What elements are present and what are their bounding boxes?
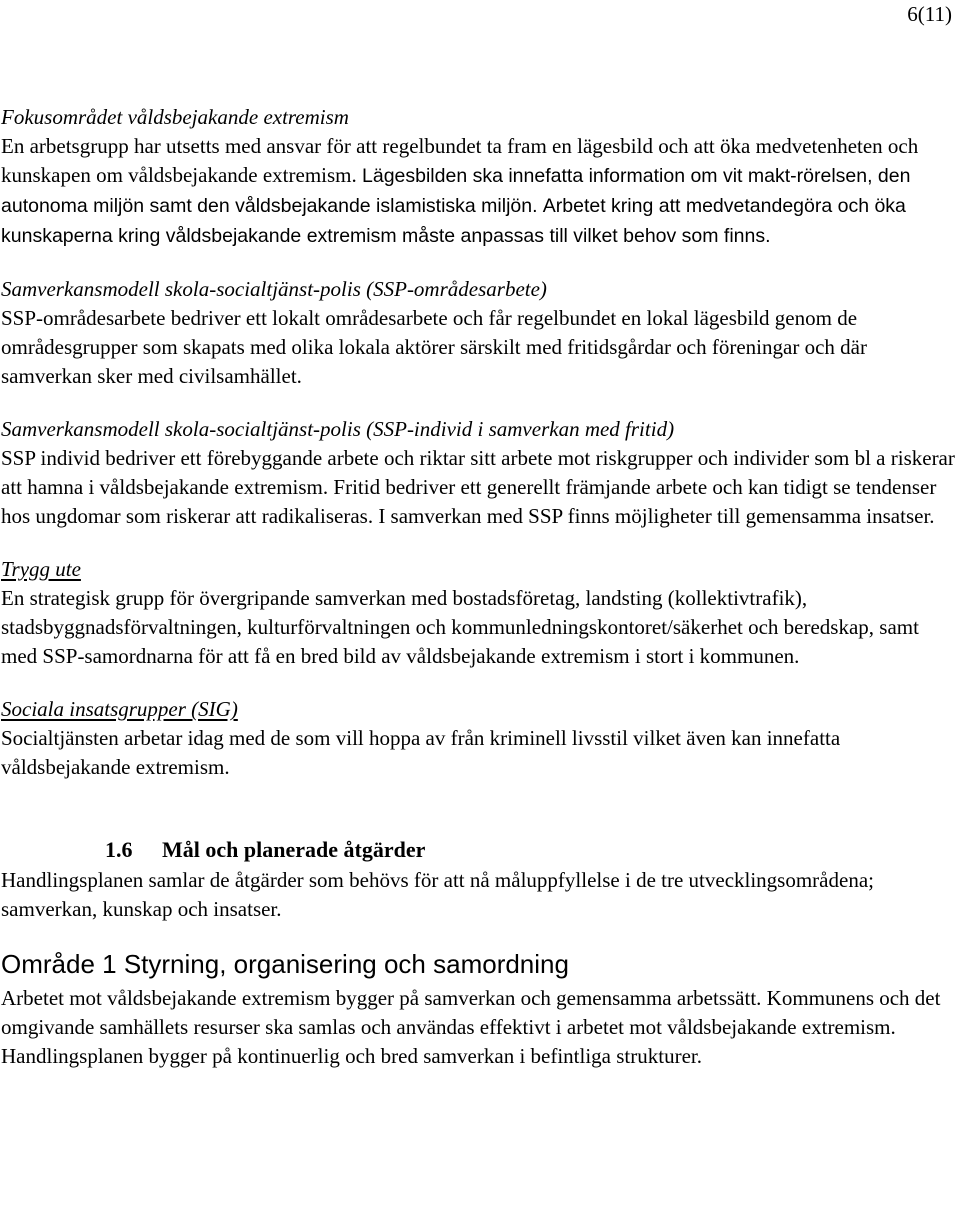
section-body: Arbetet mot våldsbejakande extremism bygger på samverkan och gemensamma arbetssätt. Kommunens och det omgivande samhällets resurser ska samlas och användas effektivt i arbetet mot våldsbejakande extremism. Handlingsplanen bygger på kontinuerlig och bred samverkan i befintliga strukturer. — [1, 986, 941, 1068]
area-heading: Område 1 Styrning, organisering och samordning — [1, 949, 569, 979]
section-sig — [1, 695, 957, 782]
section-fokusomradet — [1, 103, 957, 251]
document-body — [1, 103, 957, 1071]
section-body: Handlingsplanen samlar de åtgärder som behövs för att nå måluppfyllelse i de tre utvecklingsområdena; samverkan, kunskap och insatser. — [1, 868, 874, 921]
section-heading: Samverkansmodell skola-socialtjänst-polis (SSP-individ i samverkan med fritid) — [1, 417, 675, 441]
section-heading: Trygg ute — [1, 557, 81, 581]
section-ssp-individ — [1, 415, 957, 531]
page-number: 6(11) — [907, 2, 952, 26]
section-body — [1, 132, 957, 251]
section-ssp-omradesarbete — [1, 275, 957, 391]
section-body: En strategisk grupp för övergripande samverkan med bostadsföretag, landsting (kollektivtrafik), stadsbyggnadsförvaltningen, kulturförvaltningen och kommunledningskontoret/säkerhet och beredskap, samt med SSP-samordnarna för att få en bred bild av våldsbejakande extremism i stort i kommunen. — [1, 586, 919, 668]
numbered-heading — [1, 834, 957, 866]
section-body: SSP individ bedriver ett förebyggande arbete och riktar sitt arbete mot riskgrupper och individer som bl a riskerar att hamna i våldsbejakande extremism. Fritid bedriver ett generellt främjande arbete och kan tidigt se tendenser hos ungdomar som riskerar att radikaliseras. I samverkan med SSP finns möjligheter till gemensamma insatser. — [1, 446, 955, 528]
section-body: SSP-områdesarbete bedriver ett lokalt områdesarbete och får regelbundet en lokal lägesbild genom de områdesgrupper som skapats med olika lokala aktörer särskilt med fritidsgårdar och föreningar och där samverkan sker med civilsamhället. — [1, 306, 867, 388]
section-heading: Fokusområdet våldsbejakande extremism — [1, 105, 349, 129]
heading-number: 1.6 — [105, 837, 133, 862]
section-heading: Sociala insatsgrupper (SIG) — [1, 697, 238, 721]
section-body-sans: Lägesbilden ska innefatta information om vit makt-rörelsen, den autonoma miljön samt den våldsbejakande islamistiska miljön. — [1, 165, 911, 217]
section-body: Socialtjänsten arbetar idag med de som vill hoppa av från kriminell livsstil vilket även kan innefatta våldsbejakande extremism. — [1, 726, 841, 779]
section-body-sans: Arbetet kring att medvetandegöra och öka kunskaperna kring våldsbejakande extremism måste anpassas till vilket behov som finns. — [1, 195, 906, 247]
heading-title: Mål och planerade åtgärder — [162, 837, 426, 862]
section-heading: Samverkansmodell skola-socialtjänst-polis (SSP-områdesarbete) — [1, 277, 547, 301]
section-trygg-ute — [1, 555, 957, 671]
section-body-serif: En arbetsgrupp har utsetts med ansvar för att regelbundet ta fram en lägesbild och att öka medvetenheten och kunskapen om våldsbejakande extremism. — [1, 134, 919, 187]
